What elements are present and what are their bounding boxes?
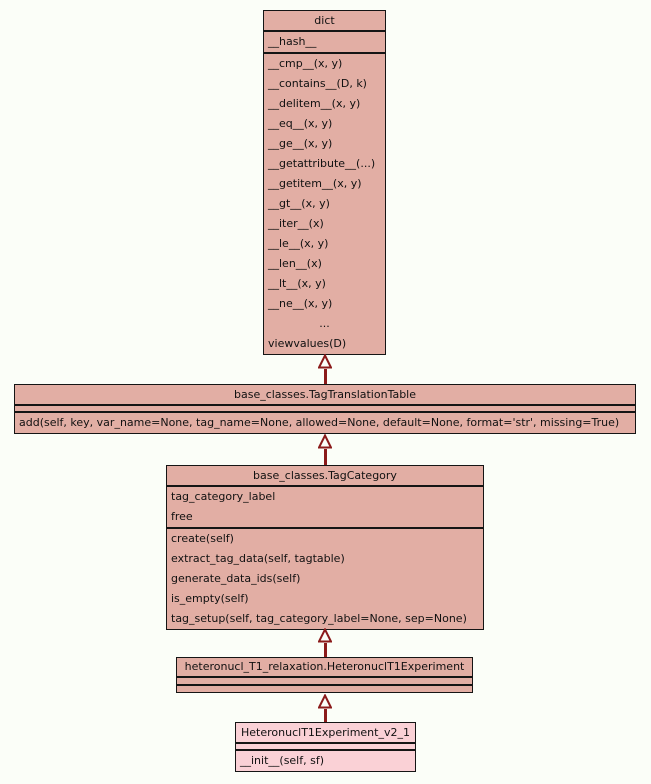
method-row: viewvalues(D): [268, 337, 347, 350]
method-row: tag_setup(self, tag_category_label=None, sep=None): [171, 612, 467, 625]
ellipsis-row: ...: [319, 317, 330, 330]
method-row: __le__(x, y): [268, 237, 329, 250]
attribute-row: tag_category_label: [171, 490, 276, 503]
inheritance-arrow: [318, 628, 332, 657]
class-box-dict: [263, 10, 386, 355]
attributes-compartment: [264, 30, 385, 52]
method-row: create(self): [171, 532, 234, 545]
method-row: extract_tag_data(self, tagtable): [171, 552, 345, 565]
method-row: add(self, key, var_name=None, tag_name=None, allowed=None, default=None, format='str', missing=True): [19, 416, 620, 429]
method-row: generate_data_ids(self): [171, 572, 301, 585]
edge-shaft: [324, 449, 327, 465]
methods-compartment: [264, 52, 385, 354]
method-row: __init__(self, sf): [240, 754, 325, 767]
method-row: __contains__(D, k): [268, 77, 367, 90]
method-row: __gt__(x, y): [268, 197, 330, 210]
class-box-tagcategory: [166, 465, 484, 630]
class-title[interactable]: base_classes.TagTranslationTable: [233, 388, 417, 401]
method-row: __iter__(x): [268, 217, 324, 230]
hollow-triangle-arrowhead: [318, 434, 332, 449]
attributes-compartment: [167, 485, 483, 527]
attributes-compartment: [236, 742, 415, 749]
class-title[interactable]: dict: [314, 14, 335, 27]
class-title[interactable]: HeteronuclT1Experiment_v2_1: [241, 726, 410, 739]
hollow-triangle-arrowhead: [318, 694, 332, 709]
methods-compartment: [167, 527, 483, 629]
methods-compartment: [177, 684, 472, 692]
methods-compartment: [236, 749, 415, 771]
inheritance-arrow: [318, 434, 332, 465]
class-title[interactable]: base_classes.TagCategory: [253, 469, 397, 482]
method-row: is_empty(self): [171, 592, 249, 605]
attribute-row: __hash__: [268, 35, 317, 48]
method-row: __getitem__(x, y): [268, 177, 362, 190]
edge-shaft: [324, 709, 327, 722]
method-row: __cmp__(x, y): [268, 57, 343, 70]
class-title[interactable]: heteronucl_T1_relaxation.HeteronuclT1Experiment: [184, 660, 465, 673]
methods-compartment: [15, 411, 635, 433]
class-box-tagtranslationtable: [14, 384, 636, 434]
inheritance-arrow: [318, 354, 332, 384]
edge-shaft: [324, 369, 327, 384]
attribute-row: free: [171, 510, 193, 523]
method-row: __ge__(x, y): [268, 137, 333, 150]
hollow-triangle-arrowhead: [318, 628, 332, 643]
attributes-compartment: [15, 404, 635, 411]
method-row: __len__(x): [268, 257, 322, 270]
method-row: __eq__(x, y): [268, 117, 333, 130]
method-row: __ne__(x, y): [268, 297, 333, 310]
method-row: __lt__(x, y): [268, 277, 326, 290]
method-row: __getattribute__(...): [268, 157, 376, 170]
empty-compartment: [177, 686, 472, 692]
edge-shaft: [324, 643, 327, 657]
class-box-heteronuclt1experiment-v2-1: [235, 722, 416, 772]
hollow-triangle-arrowhead: [318, 354, 332, 369]
method-row: __delitem__(x, y): [268, 97, 361, 110]
class-box-heteronuclt1experiment: [176, 657, 473, 693]
attributes-compartment: [177, 676, 472, 684]
inheritance-arrow: [318, 694, 332, 722]
